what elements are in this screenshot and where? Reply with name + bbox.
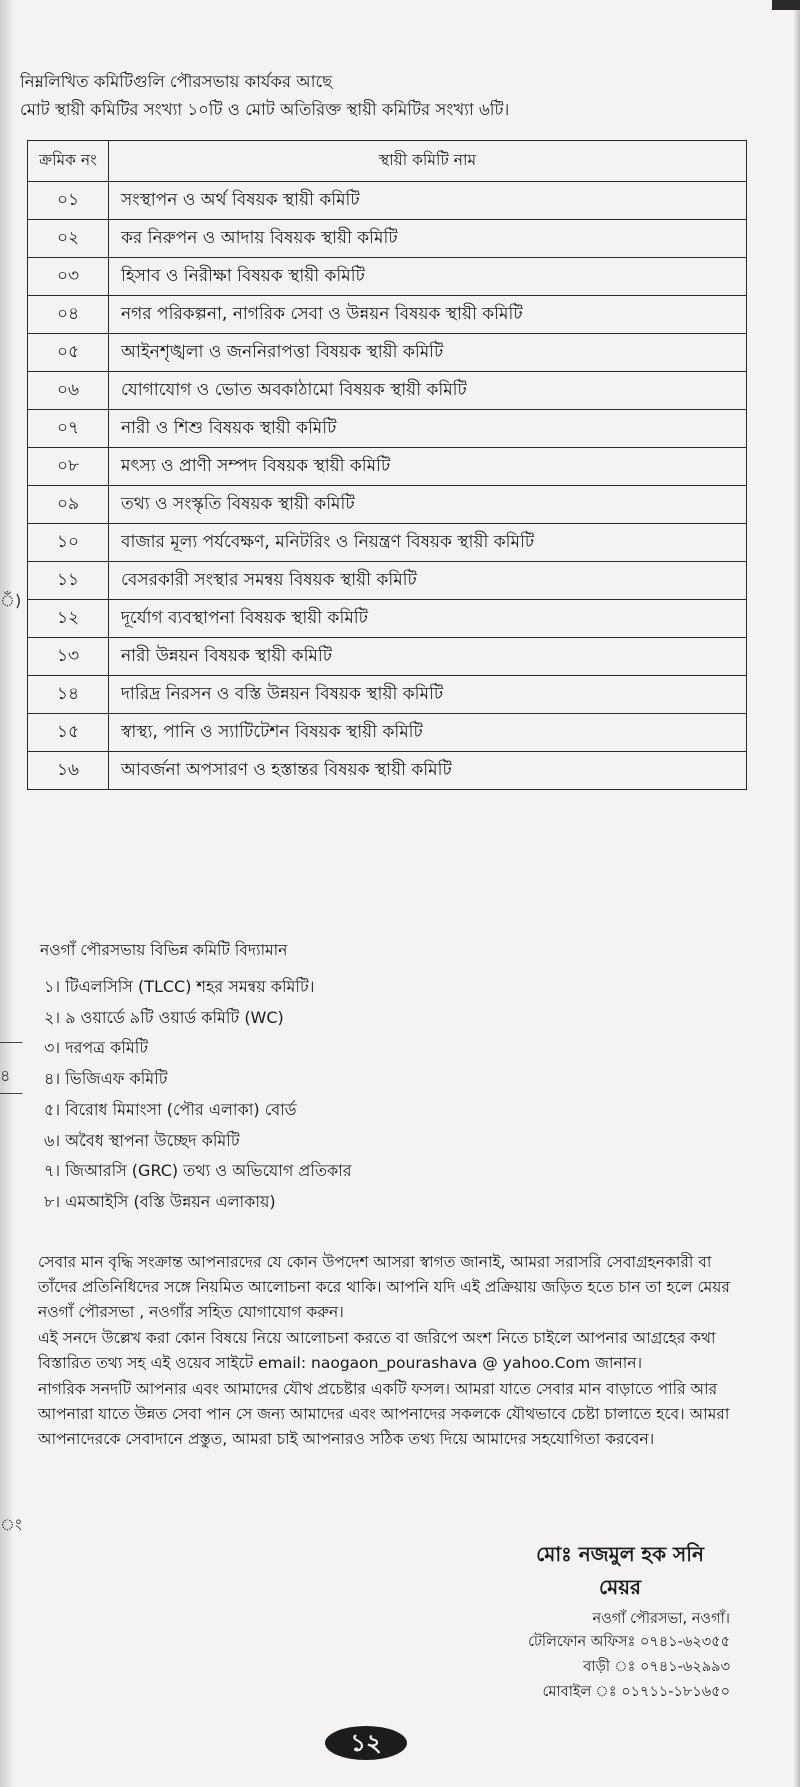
committees-list bbox=[44, 972, 352, 1218]
committee-name-cell: দূর্যোগ ব্যবস্থাপনা বিষয়ক স্থায়ী কমিটি bbox=[109, 600, 747, 638]
committees-heading: নওগাঁ পৌরসভায় বিভিন্ন কমিটি বিদ্যামান bbox=[40, 941, 288, 959]
committee-name-cell: আবর্জনা অপসারণ ও হস্তান্তর বিষয়ক স্থায়ী কমিটি bbox=[109, 752, 747, 790]
list-item: ৭। জিআরসি (GRC) তথ্য ও অভিযোগ প্রতিকার bbox=[44, 1161, 352, 1181]
committee-name-cell: স্বাস্থ্য, পানি ও স্যাটিটেশন বিষয়ক স্থায়ী কমিটি bbox=[109, 714, 747, 752]
table-row bbox=[28, 372, 747, 410]
table-row bbox=[28, 752, 747, 790]
committee-name-cell: সংস্থাপন ও অর্থ বিষয়ক স্থায়ী কমিটি bbox=[109, 182, 747, 220]
margin-mark: ং bbox=[0, 1515, 22, 1534]
table-row bbox=[28, 220, 747, 258]
signatory-title: মেয়র bbox=[598, 1575, 641, 1599]
margin-line bbox=[0, 1093, 22, 1094]
table-row bbox=[28, 258, 747, 296]
committee-name-cell: নারী ও শিশু বিষয়ক স্থায়ী কমিটি bbox=[109, 410, 747, 448]
margin-mark: ঁ) bbox=[0, 591, 22, 610]
paragraph-feedback: সেবার মান বৃদ্ধি সংক্রান্ত আপনারদের যে কোন উপদেশ আসরা স্বাগত জানাই, আমরা সরাসরি সেবাগ্রহনকারী বা তাঁদের প্রতিনিধিদের সঙ্গে নিয়মিত আলোচনা করে থাকি। আপনি যদি এই প্রক্রিয়ায় জড়িত হতে চান তা হলে মেয়র নওগাঁ পৌরসভা , নওগাঁর সহিত যোগাযোগ করুন। bbox=[38, 1253, 730, 1321]
committee-name-cell: আইনশৃঙ্খলা ও জননিরাপত্তা বিষয়ক স্থায়ী কমিটি bbox=[109, 334, 747, 372]
intro-line-2: মোট স্থায়ী কমিটির সংখ্যা ১০টি ও মোট অতিরিক্ত স্থায়ী কমিটির সংখ্যা ৬টি। bbox=[20, 100, 510, 119]
committee-name-cell: দারিদ্র নিরসন ও বস্তি উন্নয়ন বিষয়ক স্থায়ী কমিটি bbox=[109, 676, 747, 714]
serial-cell: ০৭ bbox=[28, 410, 109, 448]
table-row bbox=[28, 638, 747, 676]
table-row bbox=[28, 334, 747, 372]
serial-cell: ০৬ bbox=[28, 372, 109, 410]
list-item: ৫। বিরোধ মিমাংসা (পৌর এলাকা) বোর্ড bbox=[44, 1099, 297, 1119]
serial-cell: ০২ bbox=[28, 220, 109, 258]
paragraph-joint-effort: নাগরিক সনদটি আপনার এবং আমাদের যৌথ প্রচেষ্টার একটি ফসল। আমরা যাতে সেবার মান বাড়াতে পারি আর আপনারা যাতে উন্নত সেবা পান সে জন্য আমাদের এবং আপনাদের সকলকে যৌথভাবে চেষ্টা চালাতে হবে। আমরা আপনাদেরকে সেবাদানে প্রস্তুত, আমরা চাই আপনারও সঠিক তথ্য দিয়ে আমাদের সহযোগিতা করবেন। bbox=[38, 1380, 730, 1448]
table-row bbox=[28, 676, 747, 714]
office-phone: টেলিফোন অফিসঃ ০৭৪১-৬২৩৫৫ bbox=[528, 1634, 730, 1650]
table-row bbox=[28, 410, 747, 448]
margin-line bbox=[0, 1042, 22, 1043]
list-item: ৩। দরপত্র কমিটি bbox=[44, 1038, 149, 1058]
header-committee-name: স্থায়ী কমিটি নাম bbox=[109, 141, 747, 182]
list-item: ১। টিএলসিসি (TLCC) শহর সমন্বয় কমিটি। bbox=[44, 977, 315, 996]
list-item: ৮। এমআইসি (বস্তি উন্নয়ন এলাকায়) bbox=[44, 1191, 276, 1211]
table-header-row bbox=[28, 141, 747, 182]
committee-name-cell: তথ্য ও সংস্কৃতি বিষয়ক স্থায়ী কমিটি bbox=[109, 486, 747, 524]
table-row bbox=[28, 486, 747, 524]
mobile-phone: মোবাইল ঃ ০১৭১১-১৮১৬৫০ bbox=[542, 1684, 730, 1700]
committee-name-cell: নারী উন্নয়ন বিষয়ক স্থায়ী কমিটি bbox=[109, 638, 747, 676]
serial-cell: ১৪ bbox=[28, 676, 109, 714]
intro-line-1: নিম্নলিখিত কমিটিগুলি পৌরসভায় কার্যকর আছে bbox=[20, 72, 333, 91]
signatory-name: মোঃ নজমুল হক সনি bbox=[536, 1542, 704, 1566]
serial-cell: ১২ bbox=[28, 600, 109, 638]
standing-committee-table bbox=[27, 140, 747, 790]
committee-name-cell: কর নিরুপন ও আদায় বিষয়ক স্থায়ী কমিটি bbox=[109, 220, 747, 258]
office-address: নওগাঁ পৌরসভা, নওগাঁ। bbox=[592, 1611, 730, 1627]
header-serial: ক্রমিক নং bbox=[28, 141, 109, 182]
serial-cell: ০৮ bbox=[28, 448, 109, 486]
serial-cell: ১১ bbox=[28, 562, 109, 600]
intro bbox=[20, 68, 509, 124]
serial-cell: ০৩ bbox=[28, 258, 109, 296]
table-row bbox=[28, 714, 747, 752]
serial-cell: ১০ bbox=[28, 524, 109, 562]
home-phone: বাড়ী ঃ ০৭৪১-৬২৯৯৩ bbox=[583, 1659, 730, 1675]
margin-mark: ৪ bbox=[0, 1066, 11, 1085]
serial-cell: ১৬ bbox=[28, 752, 109, 790]
page-corner bbox=[772, 0, 800, 10]
serial-cell: ১৩ bbox=[28, 638, 109, 676]
list-item: ২। ৯ ওয়ার্ডে ৯টি ওয়ার্ড কমিটি (WC) bbox=[44, 1007, 284, 1027]
serial-cell: ০১ bbox=[28, 182, 109, 220]
table-row bbox=[28, 600, 747, 638]
paragraph-contact: এই সনদে উল্লেখ করা কোন বিষয়ে নিয়ে আলোচনা করতে বা জরিপে অংশ নিতে চাইলে আপনার আগ্রহের কথা বিস্তারিত তথ্য সহ এই ওয়েব সাইটে email: naogaon_pourashava @ yahoo.Com জানান। bbox=[38, 1329, 716, 1372]
serial-cell: ০৪ bbox=[28, 296, 109, 334]
list-item: ৪। ভিজিএফ কমিটি bbox=[44, 1069, 168, 1089]
table-row bbox=[28, 562, 747, 600]
serial-cell: ০৯ bbox=[28, 486, 109, 524]
table-row bbox=[28, 182, 747, 220]
serial-cell: ০৫ bbox=[28, 334, 109, 372]
table-row bbox=[28, 448, 747, 486]
committee-name-cell: যোগাযোগ ও ভোত অবকাঠামো বিষয়ক স্থায়ী কমিটি bbox=[109, 372, 747, 410]
committee-name-cell: মৎস্য ও প্রাণী সম্পদ বিষয়ক স্থায়ী কমিটি bbox=[109, 448, 747, 486]
committee-name-cell: হিসাব ও নিরীক্ষা বিষয়ক স্থায়ী কমিটি bbox=[109, 258, 747, 296]
table-row bbox=[28, 524, 747, 562]
table-row bbox=[28, 296, 747, 334]
page-number: ১২ bbox=[325, 1726, 407, 1760]
committee-name-cell: বেসরকারী সংস্থার সমন্বয় বিষয়ক স্থায়ী কমিটি bbox=[109, 562, 747, 600]
list-item: ৬। অবৈধ স্থাপনা উচ্ছেদ কমিটি bbox=[44, 1130, 240, 1150]
committee-name-cell: নগর পরিকল্পনা, নাগরিক সেবা ও উন্নয়ন বিষয়ক স্থায়ী কমিটি bbox=[109, 296, 747, 334]
page-edge-right bbox=[794, 0, 800, 1787]
serial-cell: ১৫ bbox=[28, 714, 109, 752]
committee-name-cell: বাজার মূল্য পর্যবেক্ষণ, মনিটরিং ও নিয়ন্ত্রণ বিষয়ক স্থায়ী কমিটি bbox=[109, 524, 747, 562]
